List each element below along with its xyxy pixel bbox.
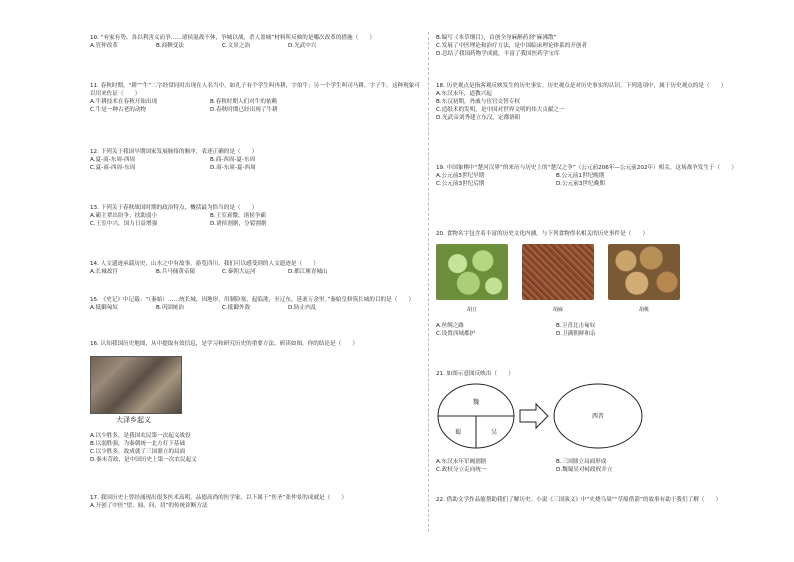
option-c[interactable]: C.王室中兴，国力日益增强	[90, 221, 158, 227]
option-a[interactable]: A.夏-商-东周-西周	[90, 157, 136, 163]
question-stem: 18. 历史观点是指客观反映发生的历史事实。历史观点是对历史事实的认识。下列选项中，属于历史观点的是（ ）	[436, 83, 727, 89]
option-a[interactable]: A.抵御匈奴	[90, 305, 118, 311]
question-options	[90, 98, 420, 114]
option-d[interactable]: D.总结了我国药物学成就，丰富了我国医药学宝库	[436, 51, 560, 57]
option-a[interactable]: A.开创了中医“望、闻、问、切”的传统诊断方法	[90, 503, 208, 509]
option-d[interactable]: D.都江堰青城山	[288, 269, 328, 275]
label-western-jin: 西晋	[591, 413, 605, 420]
option-b[interactable]: B.公元前1世纪晚期	[556, 173, 605, 179]
question-12	[90, 148, 420, 172]
label-wu: 吴	[490, 429, 498, 436]
broad-beans-image	[436, 244, 508, 300]
option-c[interactable]: C.抵御外敌	[222, 305, 251, 311]
option-c[interactable]: C.秦朝大运河	[222, 269, 256, 275]
option-b[interactable]: B.三国鼎立局面形成	[556, 459, 607, 465]
option-a[interactable]: A.牛耕技术在春秋开始出现	[90, 99, 158, 105]
question-options	[90, 42, 420, 50]
question-13	[90, 204, 420, 228]
option-c[interactable]: C.以少胜多，故成就了三国鼎立的局面	[90, 449, 186, 455]
question-stem: 22. 借助文学作品能帮助我们了解历史。小说《三国演义》中“火烧乌巢”“草船借箭”的故事有助于我们了解（ ）	[436, 497, 722, 503]
question-options	[90, 304, 420, 312]
question-stem: 10. “有家有势，各以利害义而争……诸侯混战不休，争城以战，杀人盈城”材料所反映的是哪次改革的措施（ ）	[90, 35, 375, 41]
option-c[interactable]: C.公元前3世纪后期	[436, 181, 485, 187]
question-options	[436, 458, 676, 474]
option-b[interactable]: B.商鞅变法	[156, 43, 184, 49]
label-wei: 魏	[472, 399, 480, 406]
option-b[interactable]: B.商-西周-夏-东周	[210, 157, 256, 163]
option-d[interactable]: D.秦末苛政，是中国历史上第一次农民起义	[90, 457, 197, 463]
image-caption: 大泽乡起义	[116, 416, 151, 424]
option-c[interactable]: C.造纸术的发明，是中国对世界文明的伟大贡献之一	[436, 107, 565, 113]
question-options	[90, 156, 420, 172]
option-b[interactable]: B.东汉初期，外戚与宦官交替专权	[436, 99, 520, 105]
option-a[interactable]: A.东汉末年，道教兴起	[436, 91, 492, 97]
option-a[interactable]: A.管仲改革	[90, 43, 118, 49]
question-18	[436, 82, 766, 122]
question-20	[436, 230, 766, 350]
option-c[interactable]: C.发展了中医理论和治疗方法，是中国临床理论体系的开创者	[436, 43, 588, 49]
option-d[interactable]: D.公元前3世纪晚期	[556, 181, 605, 187]
option-d[interactable]: D.春秋时期已经出现了牛耕	[210, 107, 278, 113]
question-17-continued	[436, 34, 766, 58]
option-d[interactable]: D.魏蜀吴对峙政权并立	[556, 467, 613, 473]
option-d[interactable]: D.诸侯割据，分裂割据	[210, 221, 267, 227]
food-caption: 胡豆	[466, 307, 477, 313]
label-shu: 蜀	[454, 429, 462, 436]
arrow-icon	[520, 404, 548, 428]
option-c[interactable]: C.夏-商-西周-东周	[90, 165, 136, 171]
food-caption: 胡桃	[638, 307, 649, 313]
question-15	[90, 296, 420, 312]
question-10	[90, 34, 420, 50]
option-b[interactable]: B.春秋时期人们对牛的依赖	[210, 99, 278, 105]
option-d[interactable]: D.光武帝刘秀建立东汉，定都洛阳	[436, 115, 521, 121]
option-d[interactable]: D.商-东周-夏-西周	[210, 165, 256, 171]
walnuts-image	[608, 244, 680, 300]
flax-seeds-image	[522, 244, 594, 300]
question-stem: 16. 认知我国历史地图，从中提取有效信息，是学习和研究历史的重要方法。研读如图，你的结论是（ ）	[90, 341, 358, 347]
question-stem: 15. 《史记》中记载：“（秦始）……统长城，因地形，用制险塞，起临洮，至辽东，延袤万余里。”秦始皇修筑长城的目的是（ ）	[90, 297, 415, 303]
option-d[interactable]: D.防止内乱	[288, 305, 317, 311]
question-stem: 14. 人文遗迹承载历史，山水之中有故事。游览四川，我们可以感受到的人文遗迹是（ ）	[90, 261, 319, 267]
option-b[interactable]: B.兵马俑黄帝陵	[156, 269, 196, 275]
option-b[interactable]: B.巩固统治	[156, 305, 184, 311]
option-a[interactable]: A.霸主辈出纷争，扶助弱小	[90, 213, 158, 219]
question-options	[436, 172, 766, 188]
option-a[interactable]: A.以少胜多，是我国农民第一次起义战役	[90, 433, 191, 439]
question-stem: 13. 下列关于春秋战国时期的政治特点，概括最为恰当的是（ ）	[90, 205, 258, 211]
option-b[interactable]: B.卫青北击匈奴	[556, 323, 596, 329]
question-options	[436, 322, 676, 338]
question-stem: 19. 中国象棋中“楚河汉界”的来历与历史上的“楚汉之争”（公元前206年—公元前202年）相关。这场战争发生于（ ）	[436, 165, 737, 171]
option-d[interactable]: D.卫满朝鲜和亲	[556, 331, 596, 337]
question-21	[436, 370, 766, 490]
option-c[interactable]: C.政权分立走向统一	[436, 467, 487, 473]
question-19	[436, 164, 766, 188]
question-16	[90, 340, 420, 500]
option-a[interactable]: A.东汉末年军阀割据	[436, 459, 487, 465]
option-b[interactable]: B.以弱胜强，为秦朝统一北方打下基础	[90, 441, 186, 447]
three-kingdoms-diagram	[436, 380, 666, 452]
option-c[interactable]: C.设置西域都护	[436, 331, 476, 337]
question-14	[90, 260, 420, 276]
question-stem: 11. 春秋时期，“耕”“牛”二字经常同时出现在人名当中，如孔子有个学生叫冉耕，字伯牛；另一个学生叫司马耕，字子牛。这种现象可以用来佐证（ ）	[90, 83, 420, 97]
option-a[interactable]: A.公元前3世纪早期	[436, 173, 485, 179]
question-options	[90, 432, 420, 464]
option-b[interactable]: B.编写《本草纲目》，首创全身麻醉药剂“麻沸散”	[436, 35, 557, 41]
uprising-painting-image	[90, 356, 182, 414]
food-caption: 胡麻	[552, 307, 563, 313]
question-options	[90, 212, 420, 228]
question-options	[90, 268, 420, 276]
question-22	[436, 496, 766, 504]
column-divider	[428, 32, 429, 532]
question-stem: 17. 我国历史上曾经涌现出很多医术高明、品德高尚的医学家。以下属于“医圣”张仲景的成就是（ ）	[90, 495, 348, 501]
option-a[interactable]: A.丝绸之路	[436, 323, 464, 329]
option-d[interactable]: D.光武中兴	[288, 43, 317, 49]
option-b[interactable]: B.王室衰微，诸侯争霸	[210, 213, 266, 219]
question-11	[90, 82, 420, 114]
question-stem: 21. 如图示意图反映出（ ）	[436, 371, 514, 377]
question-stem: 20. 食物名字包含着丰富的历史文化内涵，与下列食物得名相关的历史事件是（ ）	[436, 231, 649, 237]
question-stem: 12. 下列关于我国早期国家发展脉络的顺序，表述正确的是（ ）	[90, 149, 258, 155]
option-c[interactable]: C.牛是一种古老的动物	[90, 107, 147, 113]
question-17	[90, 494, 420, 510]
option-a[interactable]: A.长城故宫	[90, 269, 118, 275]
option-c[interactable]: C.文景之治	[222, 43, 251, 49]
